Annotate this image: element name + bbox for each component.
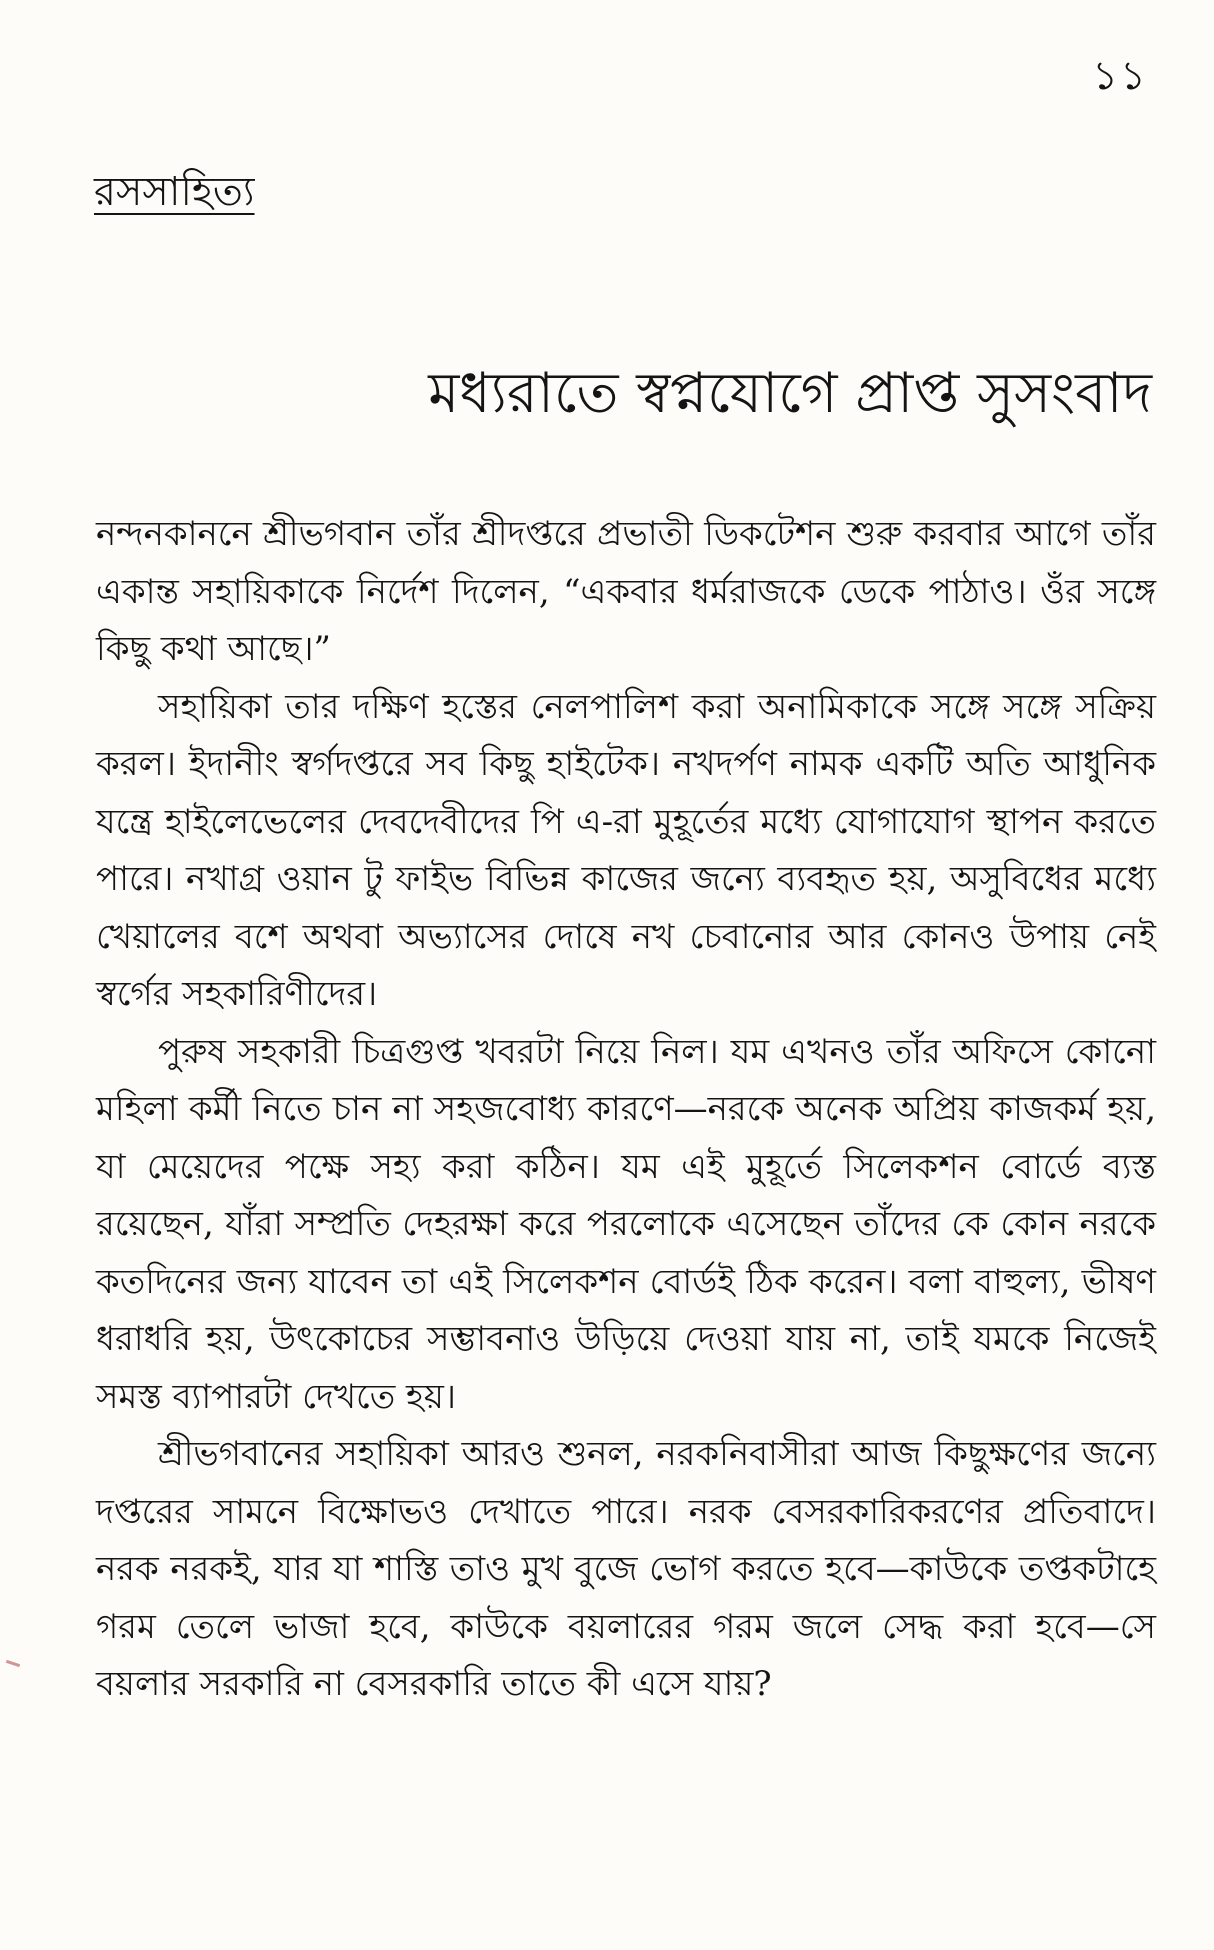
margin-ink-mark (6, 1660, 20, 1667)
paragraph-1: নন্দনকাননে শ্রীভগবান তাঁর শ্রীদপ্তরে প্রভাতী ডিকটেশন শুরু করবার আগে তাঁর একান্ত সহায়িকাকে নির্দেশ দিলেন, “একবার ধর্মরাজকে ডেকে পাঠাও। ওঁর সঙ্গে কিছু কথা আছে।” (96, 514, 1156, 669)
paragraph-3: পুরুষ সহকারী চিত্রগুপ্ত খবরটা নিয়ে নিল। যম এখনও তাঁর অফিসে কোনো মহিলা কর্মী নিতে চান না সহজবোধ্য কারণে—নরকে অনেক অপ্রিয় কাজকর্ম হয়, যা মেয়েদের পক্ষে সহ্য করা কঠিন। যম এই মুহূর্তে সিলেকশন বোর্ডে ব্যস্ত রয়েছেন, যাঁরা সম্প্রতি দেহরক্ষা করে পরলোকে এসেছেন তাঁদের কে কোন নরকে কতদিনের জন্য যাবেন তা এই সিলেকশন বোর্ডই ঠিক করেন। বলা বাহুল্য, ভীষণ ধরাধরি হয়, উৎকোচের সম্ভাবনাও উড়িয়ে দেওয়া যায় না, তাই যমকে নিজেই সমস্ত ব্যাপারটা দেখতে হয়। (96, 1031, 1156, 1417)
story-title: মধ্যরাতে স্বপ্নযোগে প্রাপ্ত সুসংবাদ (428, 361, 1152, 426)
paragraph-4: শ্রীভগবানের সহায়িকা আরও শুনল, নরকনিবাসীরা আজ কিছুক্ষণের জন্যে দপ্তরের সামনে বিক্ষোভও দেখাতে পারে। নরক বেসরকারিকরণের প্রতিবাদে। নরক নরকই, যার যা শাস্তি তাও মুখ বুজে ভোগ করতে হবে—কাউকে তপ্তকটাহে গরম তেলে ভাজা হবে, কাউকে বয়লারের গরম জলে সেদ্ধ করা হবে—সে বয়লার সরকারি না বেসরকারি তাতে কী এসে যায়? (96, 1434, 1156, 1704)
story-body (96, 506, 1156, 1714)
paragraph-2: সহায়িকা তার দক্ষিণ হস্তের নেলপালিশ করা অনামিকাকে সঙ্গে সঙ্গে সক্রিয় করল। ইদানীং স্বর্গদপ্তরে সব কিছু হাইটেক। নখদর্পণ নামক একটি অতি আধুনিক যন্ত্রে হাইলেভেলের দেবদেবীদের পি এ-রা মুহূর্তের মধ্যে যোগাযোগ স্থাপন করতে পারে। নখাগ্র ওয়ান টু ফাইভ বিভিন্ন কাজের জন্যে ব্যবহৃত হয়, অসুবিধের মধ্যে খেয়ালের বশে অথবা অভ্যাসের দোষে নখ চেবানোর আর কোনও উপায় নেই স্বর্গের সহকারিণীদের। (96, 686, 1156, 1014)
page-number: ১১ (1092, 53, 1148, 99)
section-label: রসসাহিত্য (94, 169, 255, 215)
